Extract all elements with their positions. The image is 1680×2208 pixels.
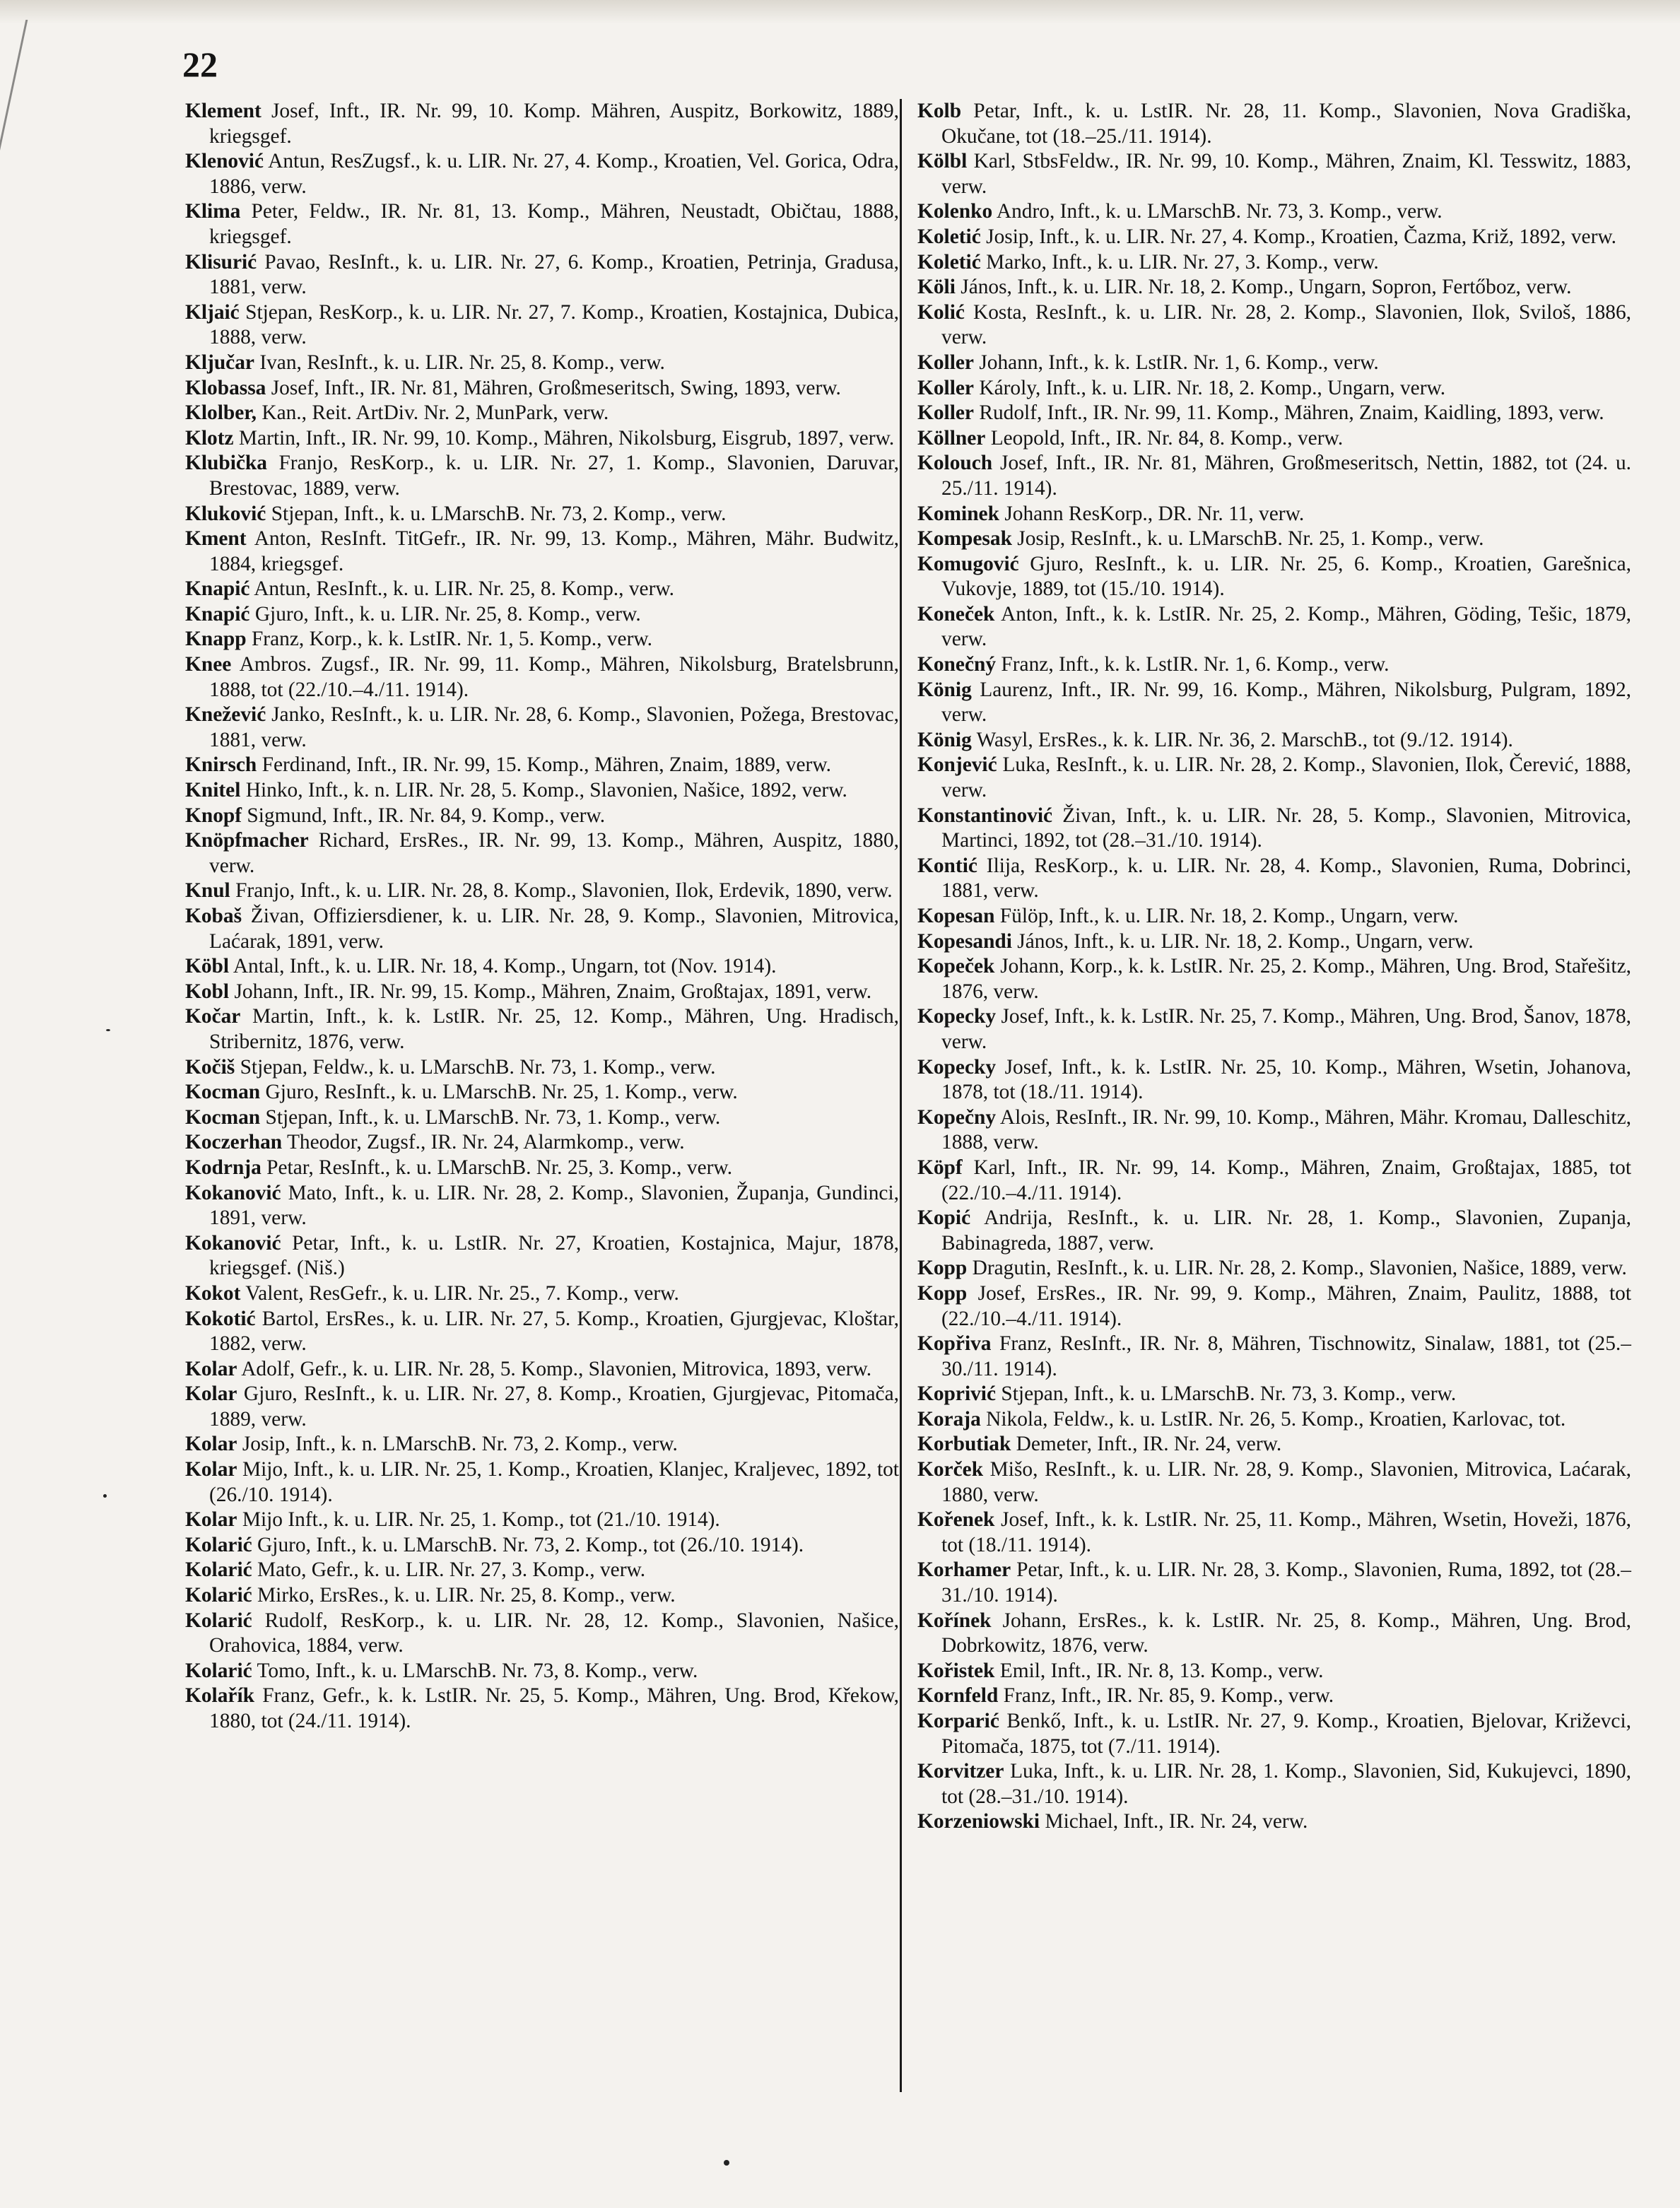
entry-details: Bartol, ErsRes., k. u. LIR. Nr. 27, 5. Komp., Kroatien, Gjurgjevac, Kloštar, 1882, verw. [209, 1307, 899, 1356]
register-entry [917, 1759, 1631, 1809]
entry-surname: Kolarić [185, 1558, 252, 1582]
entry-details: Laurenz, Inft., IR. Nr. 99, 16. Komp., Mähren, Nikolsburg, Pulgram, 1892, verw. [941, 678, 1631, 727]
register-entry [917, 225, 1631, 250]
entry-surname: Kopesan [917, 905, 995, 927]
entry-surname: Kolarić [185, 1533, 252, 1556]
register-entry [185, 1231, 899, 1281]
entry-details: Stjepan, Inft., k. u. LMarschB. Nr. 73, 2. Komp., verw. [271, 502, 727, 525]
entry-surname: Kolić [917, 300, 965, 324]
register-entry [917, 149, 1631, 199]
register-entry [185, 879, 899, 904]
entry-details: Andrija, ResInft., k. u. LIR. Nr. 28, 1. Komp., Slavonien, Zupanja, Babinagreda, 1887, verw. [941, 1206, 1631, 1255]
entry-details: Mijo, Inft., k. u. LIR. Nr. 25, 1. Komp., Kroatien, Klanjec, Kraljevec, 1892, tot (26./10. 1914). [209, 1458, 899, 1506]
entry-details: Gjuro, ResInft., k. u. LIR. Nr. 27, 8. Komp., Kroatien, Gjurgjevac, Pitomača, 1889, verw. [209, 1382, 899, 1431]
entry-surname: Korparić [917, 1710, 999, 1732]
register-entry [917, 199, 1631, 225]
entry-surname: Koprivić [917, 1382, 997, 1406]
register-entry [185, 1357, 899, 1382]
entry-surname: Kocman [185, 1081, 261, 1104]
entry-details: Antun, ResInft., k. u. LIR. Nr. 25, 8. Komp., verw. [254, 577, 675, 601]
entry-surname: Korzeniowski [917, 1810, 1040, 1833]
register-entry [185, 1307, 899, 1357]
register-entry [917, 1609, 1631, 1659]
register-entry [185, 1457, 899, 1508]
entry-surname: Kolar [185, 1382, 237, 1406]
entry-details: Anton, Inft., k. k. LstIR. Nr. 25, 2. Komp., Mähren, Göding, Tešic, 1879, verw. [941, 602, 1631, 651]
register-entry [917, 954, 1631, 1004]
entry-details: Michael, Inft., IR. Nr. 24, verw. [1045, 1810, 1308, 1833]
entry-surname: Kopp [917, 1281, 968, 1305]
entry-surname: Klolber, [185, 401, 257, 425]
register-entry [917, 728, 1631, 753]
register-entry [917, 652, 1631, 678]
left-column [185, 99, 899, 1734]
register-entry [185, 1659, 899, 1684]
entry-surname: Kolouch [917, 452, 993, 475]
entry-details: Richard, ErsRes., IR. Nr. 99, 13. Komp., Mähren, Auspitz, 1880, verw. [209, 829, 899, 877]
entry-details: Pavao, ResInft., k. u. LIR. Nr. 27, 6. Komp., Kroatien, Petrinja, Gradusa, 1881, verw. [209, 250, 899, 299]
stray-dot [724, 2160, 729, 2166]
register-entry [185, 1508, 899, 1533]
entry-details: Theodor, Zugsf., IR. Nr. 24, Alarmkomp., verw. [286, 1131, 685, 1154]
entry-surname: Kolar [185, 1433, 237, 1456]
entry-surname: Knul [185, 879, 230, 903]
entry-surname: Knitel [185, 779, 241, 802]
entry-details: Gjuro, ResInft., k. u. LIR. Nr. 25, 6. Komp., Kroatien, Garešnica, Vukovje, 1889, tot (15./10. 1914). [941, 552, 1631, 601]
register-entry [917, 1709, 1631, 1759]
entry-details: Josip, ResInft., k. u. LMarschB. Nr. 25, 1. Komp., verw. [1017, 527, 1484, 551]
register-entry [917, 1105, 1631, 1156]
register-entry [917, 1332, 1631, 1382]
entry-surname: Kočar [185, 1005, 241, 1028]
register-entry [917, 929, 1631, 955]
entry-details: Stjepan, Feldw., k. u. LMarschB. Nr. 73, 1. Komp., verw. [240, 1055, 716, 1079]
register-entry [917, 753, 1631, 803]
entry-details: Demeter, Inft., IR. Nr. 24, verw. [1016, 1433, 1282, 1456]
register-entry [917, 1055, 1631, 1105]
register-entry [185, 1130, 899, 1156]
entry-surname: Kopp [917, 1257, 968, 1280]
register-entry [917, 376, 1631, 401]
entry-surname: Kolar [185, 1458, 237, 1481]
entry-surname: Kokot [185, 1281, 241, 1305]
entry-surname: Koraja [917, 1407, 981, 1431]
entry-details: Karl, Inft., IR. Nr. 99, 14. Komp., Mähren, Znaim, Großtajax, 1885, tot (22./10.–4./11. 1914). [941, 1156, 1631, 1204]
stray-dot [106, 1029, 110, 1031]
entry-surname: Kolar [185, 1508, 237, 1532]
scan-edge [0, 0, 1680, 24]
register-entry [185, 1432, 899, 1457]
entry-details: Josip, Inft., k. u. LIR. Nr. 27, 4. Komp., Kroatien, Čazma, Križ, 1892, verw. [986, 225, 1617, 248]
entry-details: Tomo, Inft., k. u. LMarschB. Nr. 73, 8. Komp., verw. [257, 1659, 698, 1682]
register-entry [917, 527, 1631, 552]
entry-details: Gjuro, Inft., k. u. LMarschB. Nr. 73, 2. Komp., tot (26./10. 1914). [257, 1533, 804, 1556]
register-entry [185, 1583, 899, 1609]
entry-surname: Klotz [185, 426, 234, 450]
entry-details: Andro, Inft., k. u. LMarschB. Nr. 73, 3. Komp., verw. [996, 200, 1443, 223]
entry-details: Janko, ResInft., k. u. LIR. Nr. 28, 6. Komp., Slavonien, Požega, Brestovac, 1881, verw. [209, 703, 899, 751]
entry-surname: Kopecky [917, 1005, 997, 1028]
entry-details: Josef, Inft., IR. Nr. 81, Mähren, Großmeseritsch, Swing, 1893, verw. [271, 376, 841, 399]
register-entry [917, 904, 1631, 929]
entry-surname: Koller [917, 376, 974, 399]
register-entry [917, 1432, 1631, 1457]
entry-details: Valent, ResGefr., k. u. LIR. Nr. 25., 7. Komp., verw. [245, 1281, 679, 1305]
register-entry [185, 300, 899, 351]
register-entry [185, 1281, 899, 1307]
entry-surname: Kolar [185, 1357, 237, 1380]
entry-details: Benkő, Inft., k. u. LstIR. Nr. 27, 9. Komp., Kroatien, Bjelovar, Križevci, Pitomača, 1875, tot (7./11. 1914). [941, 1710, 1631, 1758]
entry-surname: Kořistek [917, 1659, 995, 1682]
register-entry [185, 627, 899, 652]
entry-details: Stjepan, ResKorp., k. u. LIR. Nr. 27, 7. Komp., Kroatien, Kostajnica, Dubica, 1888, verw. [209, 300, 899, 349]
entry-details: Rudolf, Inft., IR. Nr. 99, 11. Komp., Mähren, Znaim, Kaidling, 1893, verw. [979, 401, 1604, 425]
entry-surname: Kokotić [185, 1307, 256, 1330]
entry-details: Károly, Inft., k. u. LIR. Nr. 18, 2. Komp., Ungarn, verw. [979, 376, 1446, 399]
entry-details: Živan, Inft., k. u. LIR. Nr. 28, 5. Komp., Slavonien, Mitrovica, Martinci, 1892, tot (28.–31./10. 1914). [941, 804, 1631, 852]
entry-details: Stjepan, Inft., k. u. LMarschB. Nr. 73, 3. Komp., verw. [1001, 1382, 1457, 1406]
entry-details: Franz, Inft., k. k. LstIR. Nr. 1, 6. Komp., verw. [1001, 653, 1390, 676]
entry-details: Josef, Inft., k. k. LstIR. Nr. 25, 7. Komp., Mähren, Ung. Brod, Šanov, 1878, verw. [941, 1005, 1631, 1053]
entry-details: Sigmund, Inft., IR. Nr. 84, 9. Komp., verw. [247, 804, 606, 827]
entry-surname: Korhamer [917, 1558, 1011, 1582]
entry-details: Josef, Inft., IR. Nr. 99, 10. Komp. Mähren, Auspitz, Borkowitz, 1889, kriegsgef. [209, 100, 899, 148]
entry-surname: Kolarić [185, 1584, 252, 1607]
entry-details: Alois, ResInft., IR. Nr. 99, 10. Komp., Mähren, Mähr. Kromau, Dalleschitz, 1888, verw. [941, 1105, 1631, 1154]
right-column [917, 99, 1631, 1835]
entry-details: Dragutin, ResInft., k. u. LIR. Nr. 28, 2. Komp., Slavonien, Našice, 1889, verw. [972, 1257, 1627, 1280]
register-entry [917, 602, 1631, 652]
entry-surname: Korbutiak [917, 1433, 1011, 1456]
entry-surname: Klubička [185, 452, 267, 475]
entry-details: Petar, ResInft., k. u. LMarschB. Nr. 25, 3. Komp., verw. [266, 1156, 733, 1179]
entry-details: Mirko, ErsRes., k. u. LIR. Nr. 25, 8. Komp., verw. [257, 1584, 676, 1607]
entry-surname: König [917, 678, 972, 701]
entry-surname: Kokanović [185, 1231, 281, 1255]
entry-surname: Kopić [917, 1206, 971, 1230]
register-entry [917, 300, 1631, 351]
entry-details: Kosta, ResInft., k. u. LIR. Nr. 28, 2. Komp., Slavonien, Ilok, Sviloš, 1886, verw. [941, 300, 1631, 349]
register-entry [917, 1156, 1631, 1206]
entry-details: Živan, Offiziersdiener, k. u. LIR. Nr. 28, 9. Komp., Slavonien, Mitrovica, Laćarak, 1891, verw. [209, 905, 899, 953]
entry-surname: Koletić [917, 225, 981, 248]
entry-surname: Kluković [185, 502, 266, 525]
entry-surname: Konjević [917, 753, 997, 777]
register-entry [917, 1558, 1631, 1608]
entry-surname: Kolarić [185, 1659, 252, 1682]
entry-details: János, Inft., k. u. LIR. Nr. 18, 2. Komp., Ungarn, Sopron, Fertőboz, verw. [961, 276, 1572, 299]
entry-surname: Kodrnja [185, 1156, 262, 1179]
register-entry [185, 99, 899, 149]
entry-surname: Köli [917, 276, 956, 299]
entry-surname: Koczerhan [185, 1131, 283, 1154]
entry-details: Gjuro, Inft., k. u. LIR. Nr. 25, 8. Komp., verw. [254, 602, 641, 626]
register-entry [185, 652, 899, 703]
register-entry [185, 1156, 899, 1181]
register-entry [185, 250, 899, 300]
register-entry [185, 502, 899, 527]
register-entry [185, 451, 899, 501]
entry-details: Johann ResKorp., DR. Nr. 11, verw. [1004, 502, 1305, 525]
entry-details: Franz, ResInft., IR. Nr. 8, Mähren, Tischnowitz, Sinalaw, 1881, tot (25.–30./11. 1914). [941, 1332, 1631, 1380]
entry-details: Franz, Korp., k. k. LstIR. Nr. 1, 5. Komp., verw. [251, 628, 653, 651]
entry-surname: Kopesandi [917, 929, 1012, 953]
entry-surname: Komugović [917, 552, 1019, 575]
entry-details: Anton, ResInft. TitGefr., IR. Nr. 99, 13. Komp., Mähren, Mähr. Budwitz, 1884, kriegsgef. [209, 527, 899, 575]
entry-surname: Köpf [917, 1156, 963, 1179]
entry-surname: Koller [917, 401, 974, 425]
entry-details: Franz, Inft., IR. Nr. 85, 9. Komp., verw. [1003, 1684, 1334, 1708]
entry-surname: Klobassa [185, 376, 266, 399]
entry-details: Josef, ErsRes., IR. Nr. 99, 9. Komp., Mähren, Znaim, Paulitz, 1888, tot (22./10.–4./11. 1914). [941, 1281, 1631, 1330]
entry-surname: Köbl [185, 955, 230, 978]
register-entry [917, 854, 1631, 904]
register-entry [917, 678, 1631, 728]
register-entry [185, 1609, 899, 1659]
entry-surname: Kopeček [917, 955, 995, 978]
register-entry [185, 804, 899, 829]
entry-details: Luka, ResInft., k. u. LIR. Nr. 28, 2. Komp., Slavonien, Ilok, Čerević, 1888, verw. [941, 753, 1631, 802]
register-entry [917, 250, 1631, 276]
entry-details: Ambros. Zugsf., IR. Nr. 99, 11. Komp., Mähren, Nikolsburg, Bratelsbrunn, 1888, tot (22./10.–4./11. 1914). [209, 653, 900, 701]
entry-details: Nikola, Feldw., k. u. LstIR. Nr. 26, 5. Komp., Kroatien, Karlovac, tot. [986, 1407, 1566, 1431]
register-entry [917, 1684, 1631, 1709]
entry-details: Fülöp, Inft., k. u. LIR. Nr. 18, 2. Komp., Ungarn, verw. [999, 905, 1459, 927]
entry-details: Hinko, Inft., k. n. LIR. Nr. 28, 5. Komp., Slavonien, Našice, 1892, verw. [245, 779, 847, 802]
entry-surname: Koneček [917, 602, 995, 626]
register-entry [917, 502, 1631, 527]
entry-surname: Kolarić [185, 1609, 252, 1632]
entry-surname: Konečný [917, 653, 997, 676]
entry-details: Peter, Feldw., IR. Nr. 81, 13. Komp., Mähren, Neustadt, Običtau, 1888, kriegsgef. [209, 200, 899, 248]
entry-details: Antal, Inft., k. u. LIR. Nr. 18, 4. Komp., Ungarn, tot (Nov. 1914). [233, 955, 777, 978]
entry-surname: Knapić [185, 577, 250, 601]
entry-surname: Kominek [917, 502, 999, 525]
column-divider [900, 99, 902, 2092]
register-entry [917, 552, 1631, 602]
register-entry [917, 1004, 1631, 1055]
entry-surname: Kolenko [917, 200, 993, 223]
entry-details: Kan., Reit. ArtDiv. Nr. 2, MunPark, verw. [262, 401, 609, 425]
register-entry [185, 1382, 899, 1432]
entry-surname: Kompesak [917, 527, 1012, 551]
entry-details: Wasyl, ErsRes., k. k. LIR. Nr. 36, 2. MarschB., tot (9./12. 1914). [976, 728, 1513, 751]
entry-surname: Klima [185, 200, 241, 223]
entry-surname: Knirsch [185, 753, 257, 777]
register-entry [185, 1181, 899, 1231]
register-entry [917, 1659, 1631, 1684]
entry-surname: Kontić [917, 854, 977, 877]
entry-surname: Konstantinović [917, 804, 1053, 827]
entry-details: Ferdinand, Inft., IR. Nr. 99, 15. Komp., Mähren, Znaim, 1889, verw. [262, 753, 831, 777]
register-entry [917, 1407, 1631, 1433]
register-entry [185, 828, 899, 879]
entry-surname: Koller [917, 351, 974, 374]
entry-surname: Knopf [185, 804, 242, 827]
entry-details: Johann, Inft., k. k. LstIR. Nr. 1, 6. Komp., verw. [979, 351, 1379, 374]
register-entry [185, 703, 899, 753]
entry-surname: Kořenek [917, 1508, 995, 1532]
entry-surname: Kopecky [917, 1055, 997, 1079]
entry-details: Gjuro, ResInft., k. u. LMarschB. Nr. 25, 1. Komp., verw. [265, 1081, 738, 1104]
register-entry [917, 426, 1631, 452]
entry-surname: Knapić [185, 602, 250, 626]
entry-surname: Kočiš [185, 1055, 235, 1079]
register-entry [185, 954, 899, 980]
register-entry [917, 1281, 1631, 1332]
entry-surname: Kment [185, 527, 247, 551]
register-entry [917, 401, 1631, 426]
entry-surname: Koletić [917, 250, 981, 274]
register-entry [185, 577, 899, 602]
entry-details: Petar, Inft., k. u. LIR. Nr. 28, 3. Komp., Slavonien, Ruma, 1892, tot (28.–31./10. 1914). [941, 1558, 1631, 1607]
register-entry [185, 199, 899, 249]
register-entry [185, 753, 899, 778]
entry-details: János, Inft., k. u. LIR. Nr. 18, 2. Komp., Ungarn, verw. [1017, 929, 1474, 953]
entry-details: Emil, Inft., IR. Nr. 8, 13. Komp., verw. [999, 1659, 1324, 1682]
entry-details: Franz, Gefr., k. k. LstIR. Nr. 25, 5. Komp., Mähren, Ung. Brod, Křekow, 1880, tot (24./11. 1914). [209, 1684, 899, 1732]
register-entry [185, 1055, 899, 1081]
entry-surname: Kornfeld [917, 1684, 999, 1708]
entry-details: Johann, Inft., IR. Nr. 99, 15. Komp., Mähren, Znaim, Großtajax, 1891, verw. [234, 980, 872, 1003]
entry-details: Mato, Gefr., k. u. LIR. Nr. 27, 3. Komp., verw. [257, 1558, 646, 1582]
entry-surname: Klisurić [185, 250, 257, 274]
scan-corner-mark [0, 20, 84, 168]
entry-surname: Kobaš [185, 905, 242, 927]
register-entry [185, 426, 899, 452]
entry-surname: Kljaić [185, 300, 240, 324]
entry-details: Johann, Korp., k. k. LstIR. Nr. 25, 2. Komp., Mähren, Ung. Brod, Stařešitz, 1876, verw. [941, 955, 1631, 1003]
register-entry [917, 275, 1631, 300]
register-entry [185, 527, 899, 577]
entry-details: Ivan, ResInft., k. u. LIR. Nr. 25, 8. Komp., verw. [259, 351, 665, 374]
entry-details: Luka, Inft., k. u. LIR. Nr. 28, 1. Komp., Slavonien, Sid, Kukujevci, 1890, tot (28.–31./10. 1914). [941, 1760, 1631, 1808]
register-entry [917, 1206, 1631, 1256]
register-entry [185, 149, 899, 199]
entry-details: Martin, Inft., IR. Nr. 99, 10. Komp., Mähren, Nikolsburg, Eisgrub, 1897, verw. [238, 426, 895, 450]
entry-details: Mato, Inft., k. u. LIR. Nr. 28, 2. Komp., Slavonien, Županja, Gundinci, 1891, verw. [209, 1181, 899, 1230]
register-entry [917, 451, 1631, 501]
entry-surname: Knežević [185, 703, 266, 727]
entry-details: Adolf, Gefr., k. u. LIR. Nr. 28, 5. Komp., Slavonien, Mitrovica, 1893, verw. [241, 1357, 872, 1380]
entry-details: Johann, ErsRes., k. k. LstIR. Nr. 25, 8. Komp., Mähren, Ung. Brod, Dobrkowitz, 1876, verw. [941, 1609, 1631, 1657]
entry-surname: Knee [185, 653, 232, 676]
entry-details: Josef, Inft., k. k. LstIR. Nr. 25, 10. Komp., Mähren, Wsetin, Johanova, 1878, tot (18./11. 1914). [941, 1055, 1631, 1104]
entry-surname: Kobl [185, 980, 230, 1003]
register-entry [185, 401, 899, 426]
register-entry [917, 99, 1631, 149]
register-entry [185, 1080, 899, 1105]
register-entry [185, 602, 899, 628]
register-entry [185, 1004, 899, 1055]
register-entry [185, 980, 899, 1005]
page-number: 22 [182, 45, 218, 84]
entry-details: Mišo, ResInft., k. u. LIR. Nr. 28, 9. Komp., Slavonien, Mitrovica, Laćarak, 1880, verw. [941, 1458, 1631, 1506]
register-entry [917, 1256, 1631, 1281]
entry-surname: Kolařík [185, 1684, 254, 1708]
register-entry [185, 778, 899, 804]
entry-surname: König [917, 728, 972, 751]
register-entry [185, 904, 899, 954]
entry-surname: Knapp [185, 628, 247, 651]
entry-surname: Kopečny [917, 1105, 997, 1129]
register-entry [917, 1457, 1631, 1508]
entry-surname: Korvitzer [917, 1760, 1004, 1783]
entry-details: Franjo, Inft., k. u. LIR. Nr. 28, 8. Komp., Slavonien, Ilok, Erdevik, 1890, verw. [235, 879, 893, 903]
entry-surname: Korček [917, 1458, 984, 1481]
entry-details: Josef, Inft., IR. Nr. 81, Mähren, Großmeseritsch, Nettin, 1882, tot (24. u. 25./11. 1914). [941, 452, 1631, 500]
stray-dot [103, 1494, 107, 1498]
register-entry [917, 1382, 1631, 1407]
entry-details: Rudolf, ResKorp., k. u. LIR. Nr. 28, 12. Komp., Slavonien, Našice, Orahovica, 1884, verw. [209, 1609, 899, 1657]
entry-details: Leopold, Inft., IR. Nr. 84, 8. Komp., verw. [990, 426, 1344, 450]
entry-surname: Kořínek [917, 1609, 992, 1632]
entry-surname: Kolb [917, 100, 962, 122]
entry-details: Petar, Inft., k. u. LstIR. Nr. 27, Kroatien, Kostajnica, Majur, 1878, kriegsgef. (Niš.) [209, 1231, 899, 1280]
entry-details: Petar, Inft., k. u. LstIR. Nr. 28, 11. Komp., Slavonien, Nova Gradiška, Okučane, tot (18.–25./11. 1914). [941, 100, 1631, 148]
register-entry [917, 1508, 1631, 1558]
entry-surname: Ključar [185, 351, 254, 374]
entry-details: Martin, Inft., k. k. LstIR. Nr. 25, 12. Komp., Mähren, Ung. Hradisch, Stribernitz, 1876, verw. [209, 1005, 899, 1053]
register-entry [917, 1809, 1631, 1835]
entry-surname: Kokanović [185, 1181, 281, 1204]
register-entry [185, 351, 899, 376]
entry-surname: Klement [185, 100, 262, 122]
entry-surname: Kopřiva [917, 1332, 992, 1356]
register-entry [185, 376, 899, 401]
entry-details: Karl, StbsFeldw., IR. Nr. 99, 10. Komp., Mähren, Znaim, Kl. Tesswitz, 1883, verw. [941, 150, 1631, 198]
entry-surname: Köllner [917, 426, 986, 450]
entry-surname: Kocman [185, 1105, 261, 1129]
entry-details: Marko, Inft., k. u. LIR. Nr. 27, 3. Komp., verw. [986, 250, 1379, 274]
register-entry [917, 351, 1631, 376]
entry-details: Stjepan, Inft., k. u. LMarschB. Nr. 73, 1. Komp., verw. [265, 1105, 721, 1129]
entry-details: Antun, ResZugsf., k. u. LIR. Nr. 27, 4. Komp., Kroatien, Vel. Gorica, Odra, 1886, verw. [209, 150, 900, 198]
entry-details: Josip, Inft., k. n. LMarschB. Nr. 73, 2. Komp., verw. [242, 1433, 678, 1456]
entry-details: Franjo, ResKorp., k. u. LIR. Nr. 27, 1. Komp., Slavonien, Daruvar, Brestovac, 1889, verw. [209, 452, 899, 500]
entry-surname: Klenović [185, 150, 264, 173]
register-entry [185, 1105, 899, 1131]
entry-surname: Knöpfmacher [185, 829, 309, 852]
entry-surname: Kölbl [917, 150, 968, 173]
register-entry [185, 1558, 899, 1583]
register-entry [185, 1533, 899, 1558]
entry-details: Ilija, ResKorp., k. u. LIR. Nr. 28, 4. Komp., Slavonien, Ruma, Dobrinci, 1881, verw. [941, 854, 1631, 903]
register-entry [185, 1684, 899, 1734]
entry-details: Mijo Inft., k. u. LIR. Nr. 25, 1. Komp., tot (21./10. 1914). [242, 1508, 720, 1532]
entry-details: Josef, Inft., k. k. LstIR. Nr. 25, 11. Komp., Mähren, Wsetin, Hoveži, 1876, tot (18./11. 1914). [941, 1508, 1631, 1556]
register-entry [917, 804, 1631, 854]
